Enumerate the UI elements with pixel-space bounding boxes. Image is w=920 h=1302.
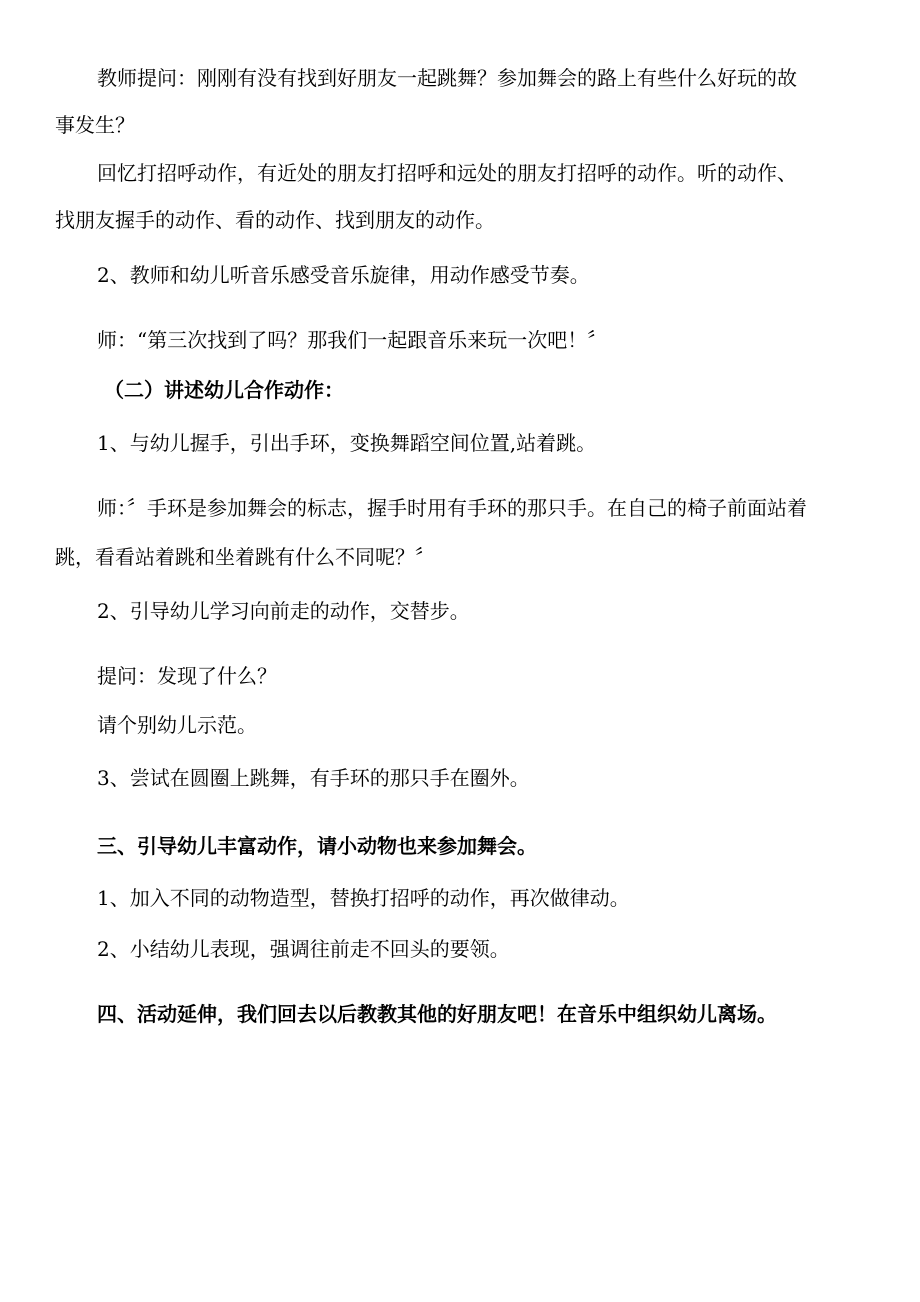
section-heading-four: 四、活动延伸，我们回去以后教教其他的好朋友吧！在音乐中组织幼儿离场。 [97, 1002, 777, 1026]
paragraph-item-3-circle: 3、尝试在圆圈上跳舞，有手环的那只手在圈外。 [97, 766, 530, 790]
paragraph-recall-line-2: 找朋友握手的动作、看的动作、找到朋友的动作。 [55, 208, 495, 232]
paragraph-item-2-walk: 2、引导幼儿学习向前走的动作，交替步。 [97, 599, 470, 623]
paragraph-question-found: 提问：发现了什么？ [97, 664, 277, 688]
paragraph-recall-line-1: 回忆打招呼动作，有近处的朋友打招呼和远处的朋友打招呼的动作。听的动作、 [97, 161, 797, 185]
section-heading-cooperation: （二）讲述幼儿合作动作： [104, 378, 344, 402]
paragraph-item-2-summary: 2、小结幼儿表现，强调往前走不回头的要领。 [97, 937, 510, 961]
paragraph-teacher-question-line-1: 教师提问：刚刚有没有找到好朋友一起跳舞？参加舞会的路上有些什么好玩的故 [97, 66, 797, 90]
paragraph-demo: 请个别幼儿示范。 [97, 713, 257, 737]
paragraph-teacher-bracelet-line-2: 跳，看看站着跳和坐着跳有什么不同呢？〞 [55, 545, 435, 569]
paragraph-teacher-third-time: 师：“第三次找到了吗？那我们一起跟音乐来玩一次吧！〞 [97, 328, 608, 352]
paragraph-item-2-listen: 2、教师和幼儿听音乐感受音乐旋律，用动作感受节奏。 [97, 263, 590, 287]
paragraph-teacher-question-line-2: 事发生？ [55, 113, 135, 137]
paragraph-teacher-bracelet-line-1: 师：〞手环是参加舞会的标志，握手时用有手环的那只手。在自己的椅子前面站着 [97, 496, 807, 520]
paragraph-item-1-handshake: 1、与幼儿握手，引出手环，变换舞蹈空间位置,站着跳。 [97, 431, 597, 455]
section-heading-three: 三、引导幼儿丰富动作，请小动物也来参加舞会。 [97, 834, 537, 858]
paragraph-item-1-animals: 1、加入不同的动物造型，替换打招呼的动作，再次做律动。 [97, 886, 630, 910]
